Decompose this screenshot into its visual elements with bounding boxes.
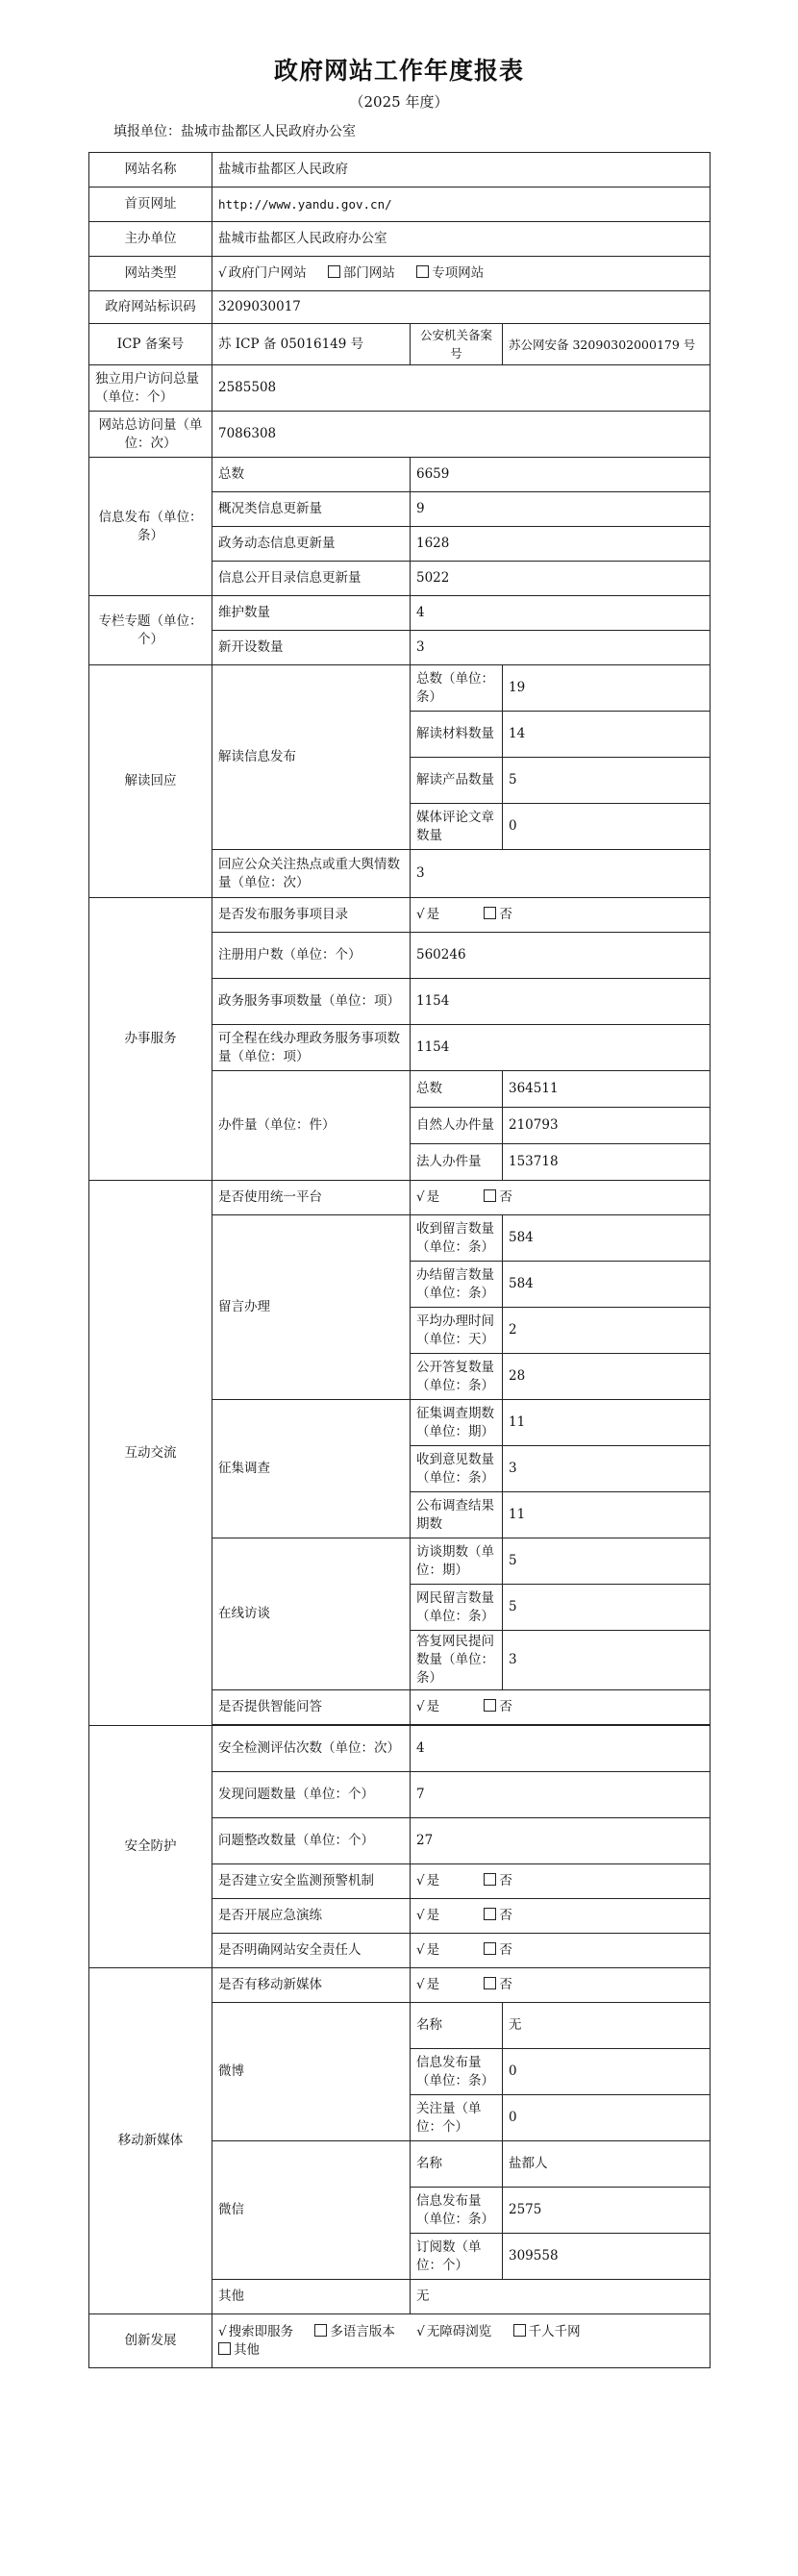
label-unified: 是否使用统一平台 (212, 1181, 411, 1215)
value-site-code: 3209030017 (212, 291, 711, 324)
value-opinions: 3 (503, 1446, 711, 1492)
smart-qa-options (411, 1690, 711, 1725)
value-interview-periods: 5 (503, 1538, 711, 1585)
value-cases-legal: 153718 (503, 1144, 711, 1181)
label-service-catalog: 是否发布服务事项目录 (212, 898, 411, 933)
value-mobile-other: 无 (411, 2280, 711, 2314)
label-interpret-media: 媒体评论文章数量 (411, 804, 503, 850)
label-news: 政务动态信息更新量 (212, 527, 411, 562)
option-yes[interactable]: √ 是 (416, 1977, 440, 1992)
value-police: 苏公网安备 32090302000179 号 (503, 324, 711, 365)
checkbox-icon (218, 2342, 231, 2355)
label-opinions: 收到意见数量（单位：条） (411, 1446, 503, 1492)
checkmark-icon: √ (416, 1873, 425, 1888)
value-weibo-name: 无 (503, 2003, 711, 2049)
value-fixed: 27 (411, 1818, 711, 1864)
monitor-options (411, 1864, 711, 1899)
section-mobile: 移动新媒体 (89, 1968, 212, 2314)
label-sponsor: 主办单位 (89, 222, 212, 257)
has-mobile-options (411, 1968, 711, 2003)
checkmark-icon: √ (416, 1977, 425, 1992)
table-row (89, 1726, 711, 1772)
checkmark-icon: √ (416, 907, 425, 922)
checkmark-icon: √ (416, 1189, 425, 1205)
label-topic-new: 新开设数量 (212, 631, 411, 665)
checkbox-icon (328, 265, 340, 278)
value-public-reply: 28 (503, 1354, 711, 1400)
label-received: 收到留言数量（单位：条） (411, 1215, 503, 1262)
value-received: 584 (503, 1215, 711, 1262)
checkbox-icon (484, 1908, 496, 1920)
value-wechat-name: 盐都人 (503, 2141, 711, 2188)
value-interpret-media: 0 (503, 804, 711, 850)
option-portal[interactable]: √ 政府门户网站 (218, 265, 307, 281)
label-interpret-total: 总数（单位：条） (411, 665, 503, 712)
label-wechat-name: 名称 (411, 2141, 503, 2188)
checkbox-icon (484, 1699, 496, 1712)
checkmark-icon: √ (218, 2323, 227, 2339)
label-police: 公安机关备案号 (411, 324, 503, 365)
label-interview-periods: 访谈期数（单位：期） (411, 1538, 503, 1585)
checkbox-icon (484, 1873, 496, 1886)
label-survey-periods: 征集调查期数（单位：期） (411, 1400, 503, 1446)
label-cases-legal: 法人办件量 (411, 1144, 503, 1181)
label-found: 发现问题数量（单位：个） (212, 1772, 411, 1818)
value-results: 11 (503, 1492, 711, 1538)
value-interpret-product: 5 (503, 758, 711, 804)
label-has-mobile: 是否有移动新媒体 (212, 1968, 411, 2003)
table-row (89, 1181, 711, 1215)
label-cases-natural: 自然人办件量 (411, 1108, 503, 1144)
value-topic-maintain: 4 (411, 596, 711, 631)
checkbox-icon (484, 907, 496, 919)
option-multilang[interactable]: 多语言版本 (314, 2324, 395, 2339)
label-service-users: 注册用户数（单位：个） (212, 933, 411, 979)
label-icp: ICP 备案号 (89, 324, 212, 365)
label-fixed: 问题整改数量（单位：个） (212, 1818, 411, 1864)
option-no[interactable]: 否 (484, 1977, 512, 1992)
label-interpret-material: 解读材料数量 (411, 712, 503, 758)
value-interpret-respond: 3 (411, 850, 711, 898)
checkbox-icon (484, 1189, 496, 1202)
label-smart-qa: 是否提供智能问答 (212, 1690, 411, 1725)
checkbox-icon (314, 2324, 327, 2337)
label-public-reply: 公开答复数量（单位：条） (411, 1354, 503, 1400)
label-answers: 答复网民提问数量（单位：条） (411, 1631, 503, 1690)
table-row (89, 665, 711, 712)
label-interpret-release: 解读信息发布 (212, 665, 411, 850)
label-weibo-follow: 关注量（单位：个） (411, 2095, 503, 2141)
option-no[interactable]: 否 (484, 907, 512, 922)
value-finished: 584 (503, 1262, 711, 1308)
table-row (89, 222, 711, 257)
value-weibo-follow: 0 (503, 2095, 711, 2141)
value-assess: 4 (411, 1726, 711, 1772)
value-avg-time: 2 (503, 1308, 711, 1354)
value-home-url: http://www.yandu.gov.cn/ (212, 188, 711, 222)
label-home-url: 首页网址 (89, 188, 212, 222)
checkmark-icon: √ (416, 1942, 425, 1958)
table-row (89, 2314, 711, 2368)
section-publish: 信息发布（单位：条） (89, 458, 212, 596)
option-yes[interactable]: √ 是 (416, 1908, 440, 1923)
label-uv: 独立用户访问总量（单位：个） (89, 365, 212, 412)
option-yes[interactable]: √ 是 (416, 1699, 440, 1714)
label-weibo-posts: 信息发布量（单位：条） (411, 2049, 503, 2095)
option-no[interactable]: 否 (484, 1908, 512, 1923)
value-survey-periods: 11 (503, 1400, 711, 1446)
label-results: 公布调查结果期数 (411, 1492, 503, 1538)
option-no[interactable]: 否 (484, 1942, 512, 1958)
table-row (89, 291, 711, 324)
value-weibo-posts: 0 (503, 2049, 711, 2095)
value-interpret-total: 19 (503, 665, 711, 712)
option-custom-site[interactable]: 千人千网 (513, 2324, 581, 2339)
label-owner: 是否明确网站安全责任人 (212, 1934, 411, 1968)
value-icp: 苏 ICP 备 05016149 号 (212, 324, 411, 365)
label-pv: 网站总访问量（单位：次） (89, 412, 212, 458)
option-yes[interactable]: √ 是 (416, 1942, 440, 1958)
section-topic: 专栏专题（单位：个） (89, 596, 212, 665)
owner-options (411, 1934, 711, 1968)
report-table (88, 152, 711, 2368)
option-yes[interactable]: √ 是 (416, 1189, 440, 1205)
table-row (89, 898, 711, 933)
value-overview: 9 (411, 492, 711, 527)
label-avg-time: 平均办理时间（单位：天） (411, 1308, 503, 1354)
value-service-items: 1154 (411, 979, 711, 1025)
label-disclosure: 信息公开目录信息更新量 (212, 562, 411, 596)
label-finished: 办结留言数量（单位：条） (411, 1262, 503, 1308)
unified-options (411, 1181, 711, 1215)
label-interpret-respond: 回应公众关注热点或重大舆情数量（单位：次） (212, 850, 411, 898)
report-title: 政府网站工作年度报表 (273, 57, 524, 85)
value-cases-total: 364511 (503, 1071, 711, 1108)
label-service-online: 可全程在线办理政务服务事项数量（单位：项） (212, 1025, 411, 1071)
table-row (89, 596, 711, 631)
label-overview: 概况类信息更新量 (212, 492, 411, 527)
value-service-users: 560246 (411, 933, 711, 979)
label-cases-total: 总数 (411, 1071, 503, 1108)
checkbox-icon (513, 2324, 526, 2337)
value-news: 1628 (411, 527, 711, 562)
value-netizen: 5 (503, 1585, 711, 1631)
innovation-options (212, 2314, 711, 2368)
value-sponsor: 盐城市盐都区人民政府办公室 (212, 222, 711, 257)
table-row (89, 324, 711, 365)
value-uv: 2585508 (212, 365, 711, 412)
option-no[interactable]: 否 (484, 1699, 512, 1714)
value-topic-new: 3 (411, 631, 711, 665)
value-disclosure: 5022 (411, 562, 711, 596)
label-assess: 安全检测评估次数（单位：次） (212, 1726, 411, 1772)
option-yes[interactable]: √ 是 (416, 907, 440, 922)
checkmark-icon: √ (416, 1908, 425, 1923)
label-wechat-subs: 订阅数（单位：个） (411, 2234, 503, 2280)
table-row (89, 257, 711, 291)
option-dept[interactable]: 部门网站 (328, 265, 395, 281)
value-wechat-posts: 2575 (503, 2188, 711, 2234)
label-message: 留言办理 (212, 1215, 411, 1400)
label-mobile-other: 其他 (212, 2280, 411, 2314)
option-search-service[interactable]: √ 搜索即服务 (218, 2323, 294, 2339)
label-service-cases: 办件量（单位：件） (212, 1071, 411, 1181)
value-interpret-material: 14 (503, 712, 711, 758)
label-site-type: 网站类型 (89, 257, 212, 291)
value-found: 7 (411, 1772, 711, 1818)
checkbox-icon (484, 1942, 496, 1955)
value-wechat-subs: 309558 (503, 2234, 711, 2280)
label-netizen: 网民留言数量（单位：条） (411, 1585, 503, 1631)
option-yes[interactable]: √ 是 (416, 1873, 440, 1888)
table-row (89, 1968, 711, 2003)
value-service-online: 1154 (411, 1025, 711, 1071)
section-security: 安全防护 (89, 1726, 212, 1968)
table-row (89, 412, 711, 458)
table-row (89, 365, 711, 412)
checkbox-icon (484, 1977, 496, 1989)
label-site-code: 政府网站标识码 (89, 291, 212, 324)
table-row (89, 153, 711, 188)
checkmark-icon: √ (416, 2323, 425, 2339)
drill-options (411, 1899, 711, 1934)
option-no[interactable]: 否 (484, 1873, 512, 1888)
section-innovation: 创新发展 (89, 2314, 212, 2368)
service-catalog-options (411, 898, 711, 933)
label-interpret-product: 解读产品数量 (411, 758, 503, 804)
label-service-items: 政务服务事项数量（单位：项） (212, 979, 411, 1025)
value-publish-total: 6659 (411, 458, 711, 492)
value-cases-natural: 210793 (503, 1108, 711, 1144)
label-wechat: 微信 (212, 2141, 411, 2280)
option-other[interactable]: 其他 (218, 2342, 260, 2358)
checkbox-icon (416, 265, 429, 278)
label-monitor: 是否建立安全监测预警机制 (212, 1864, 411, 1899)
label-topic-maintain: 维护数量 (212, 596, 411, 631)
value-answers: 3 (503, 1631, 711, 1690)
report-year: （2025 年度） (349, 93, 449, 111)
option-special[interactable]: 专项网站 (416, 265, 484, 281)
checkmark-icon: √ (218, 265, 227, 281)
option-barrier-free[interactable]: √ 无障碍浏览 (416, 2323, 492, 2339)
checkmark-icon: √ (416, 1699, 425, 1714)
table-row (89, 458, 711, 492)
site-type-options (212, 257, 711, 291)
label-weibo: 微博 (212, 2003, 411, 2141)
label-survey: 征集调查 (212, 1400, 411, 1538)
label-drill: 是否开展应急演练 (212, 1899, 411, 1934)
option-no[interactable]: 否 (484, 1189, 512, 1205)
section-service: 办事服务 (89, 898, 212, 1181)
label-interview: 在线访谈 (212, 1538, 411, 1690)
section-interpret: 解读回应 (89, 665, 212, 898)
table-row (89, 188, 711, 222)
section-interact: 互动交流 (89, 1181, 212, 1726)
value-site-name: 盐城市盐都区人民政府 (212, 153, 711, 188)
filing-unit: 填报单位：盐城市盐都区人民政府办公室 (113, 124, 356, 139)
label-site-name: 网站名称 (89, 153, 212, 188)
label-wechat-posts: 信息发布量（单位：条） (411, 2188, 503, 2234)
label-weibo-name: 名称 (411, 2003, 503, 2049)
label-publish-total: 总数 (212, 458, 411, 492)
value-pv: 7086308 (212, 412, 711, 458)
